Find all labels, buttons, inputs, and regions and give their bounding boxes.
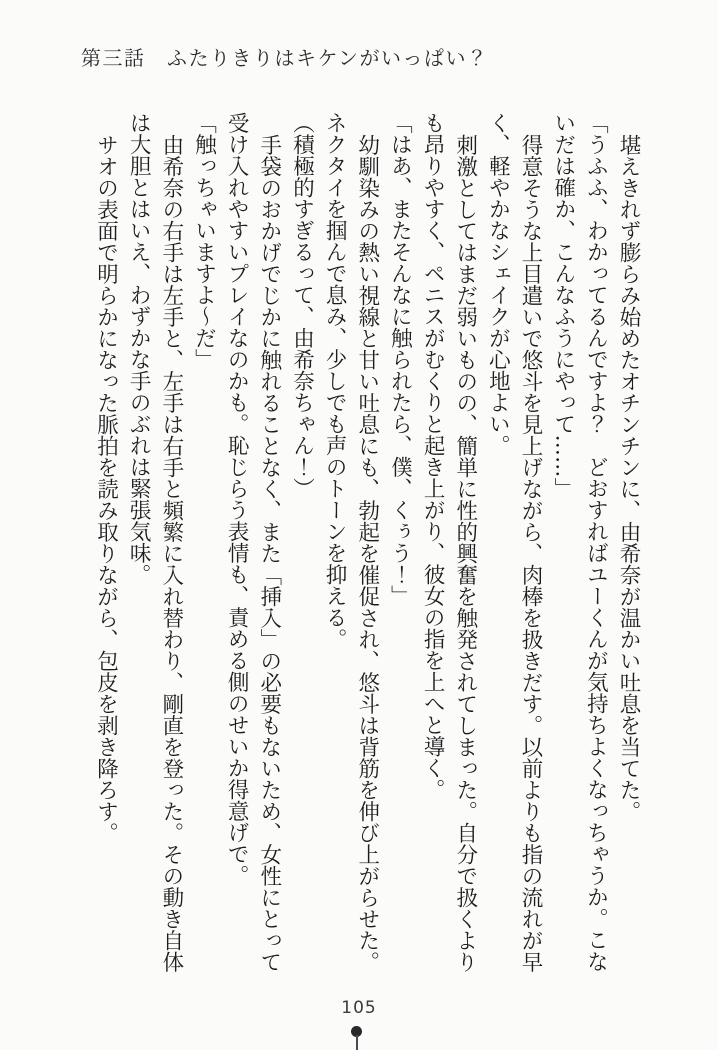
pin-marker-icon xyxy=(350,1026,363,1050)
paragraph: 堪えきれず膨らみ始めたオチンチンに、由希奈が温かい吐息を当てた。 xyxy=(616,133,641,822)
paragraph-dialogue: 「はあ、またそんなに触られたら、僕、くぅう！」 xyxy=(387,112,413,607)
paragraph: 由希奈の右手は左手と、左手は右手と頻繁に入れ替わり、剛直を登った。その動き自体は大胆とはいえ、わずかな手のぶれは緊張気味。 xyxy=(126,112,184,972)
paragraph: 手袋のおかげでじかに触れることなく、また「挿入」の必要もないため、女性にとって受け入れやすいプレイなのかも。恥じらう表情も、責める側のせいか得意げで。 xyxy=(224,112,282,972)
pin-stem-line xyxy=(356,1035,358,1050)
page-number: 105 xyxy=(341,998,377,1018)
paragraph: 刺激としてはまだ弱いものの、簡単に性的興奮を触発されてしまった。自分で扱くよりも昂りやすく、ペニスがむくりと起き上がり、彼女の指を上へと導く。 xyxy=(420,112,478,972)
paragraph: 得意そうな上目遣いで悠斗を見上げながら、肉棒を扱きだす。以前よりも指の流れが早く、軽やかなシェイクが心地よい。 xyxy=(485,112,544,972)
paragraph-dialogue: 「うふふ、わかってるんですよ？ どおすればユーくんが気持ちよくなっちゃうか。こないだは確か、こんなふうにやって……」 xyxy=(550,112,609,972)
chapter-running-head: 第三話 ふたりきりはキケンがいっぱい？ xyxy=(81,46,489,70)
paragraph: サオの表面で明らかになった脈拍を読み取りながら、包皮を剥き降ろす。 xyxy=(93,133,119,843)
paragraph: 幼馴染みの熱い視線と甘い吐息にも、勃起を催促され、悠斗は背筋を伸び上がらせた。ネクタイを掴んで息み、少しでも声のトーンを抑える。 xyxy=(322,112,380,972)
page-body xyxy=(89,112,644,986)
paragraph-thought: （積極的すぎるって、由希奈ちゃん！） xyxy=(289,112,315,499)
paragraph-dialogue: 「触っちゃいますよ〜だ」 xyxy=(191,112,217,370)
